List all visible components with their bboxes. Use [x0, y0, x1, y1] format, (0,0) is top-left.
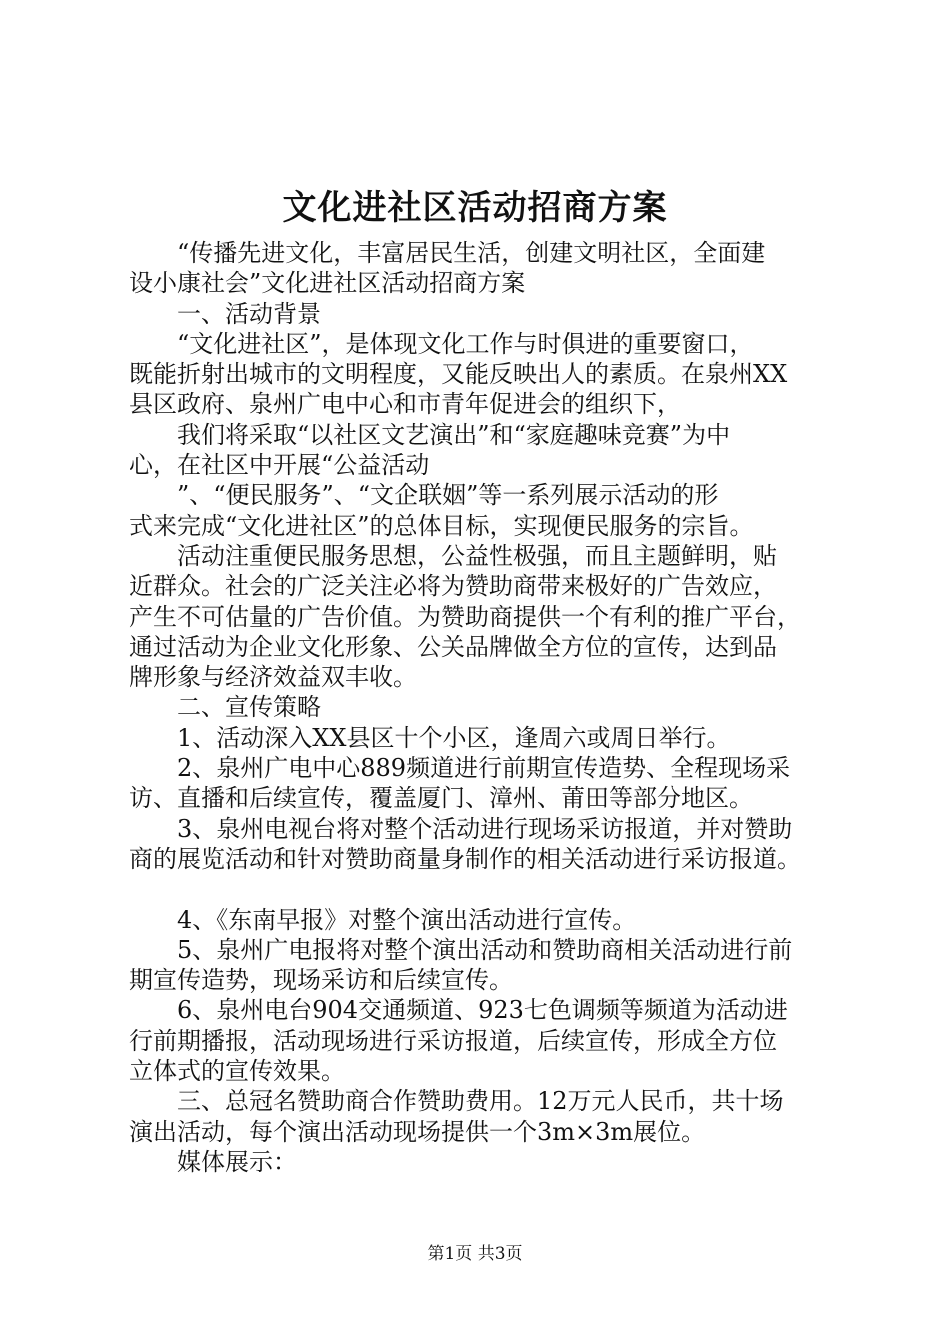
body-line: 心，在社区中开展“公益活动	[129, 451, 430, 480]
body-line: 既能折射出城市的文明程度，又能反映出人的素质。在泉州XX	[129, 360, 788, 389]
body-line: 访、直播和后续宣传，覆盖厦门、漳州、莆田等部分地区。	[129, 784, 753, 813]
body-line: 活动注重便民服务思想，公益性极强，而且主题鲜明，贴	[177, 541, 777, 570]
body-line: “传播先进文化，丰富居民生活，创建文明社区，全面建	[177, 239, 766, 267]
document-title: 文化进社区活动招商方案	[282, 188, 668, 228]
body-line: 媒体展示：	[177, 1147, 297, 1176]
body-line: 通过活动为企业文化形象、公关品牌做全方位的宣传，达到品	[129, 632, 777, 661]
body-line: 设小康社会”文化进社区活动招商方案	[129, 269, 526, 298]
body-line: 商的展览活动和针对赞助商量身制作的相关活动进行采访报道。	[129, 844, 801, 873]
list-item: 6、泉州电台904交通频道、923七色调频等频道为活动进	[177, 996, 788, 1025]
body-line: 行前期播报，活动现场进行采访报道，后续宣传，形成全方位	[129, 1026, 777, 1055]
list-item: 5、泉州广电报将对整个演出活动和赞助商相关活动进行前	[177, 935, 793, 964]
list-item: 4、《东南早报》对整个演出活动进行宣传。	[177, 905, 637, 934]
body-line: “文化进社区”，是体现文化工作与时俱进的重要窗口，	[177, 329, 754, 358]
body-line: 期宣传造势，现场采访和后续宣传。	[129, 966, 513, 995]
body-line: 立体式的宣传效果。	[129, 1057, 345, 1086]
body-line: 式来完成“文化进社区”的总体目标，实现便民服务的宗旨。	[129, 511, 754, 540]
document-body	[129, 238, 849, 1177]
blank-line	[129, 874, 849, 904]
page-footer: 第1页 共3页	[427, 1244, 523, 1264]
body-line: 近群众。社会的广泛关注必将为赞助商带来极好的广告效应，	[129, 572, 777, 601]
body-line: 我们将采取“以社区文艺演出”和“家庭趣味竞赛”为中	[177, 420, 731, 449]
section-heading: 三、总冠名赞助商合作赞助费用。12万元人民币，共十场	[177, 1087, 784, 1116]
body-line: ”、“便民服务”、“文企联姻”等一系列展示活动的形	[177, 481, 719, 510]
list-item: 2、泉州广电中心889频道进行前期宣传造势、全程现场采	[177, 754, 791, 783]
body-line: 演出活动，每个演出活动现场提供一个3m×3m展位。	[129, 1117, 706, 1146]
body-line: 产生不可估量的广告价值。为赞助商提供一个有利的推广平台，	[129, 602, 801, 631]
list-item: 1、活动深入XX县区十个小区，逢周六或周日举行。	[177, 723, 731, 752]
section-heading: 一、活动背景	[177, 299, 321, 328]
body-line: 县区政府、泉州广电中心和市青年促进会的组织下，	[129, 390, 681, 419]
section-heading: 二、宣传策略	[177, 693, 321, 722]
body-line: 牌形象与经济效益双丰收。	[129, 663, 417, 692]
list-item: 3、泉州电视台将对整个活动进行现场采访报道，并对赞助	[177, 814, 793, 843]
